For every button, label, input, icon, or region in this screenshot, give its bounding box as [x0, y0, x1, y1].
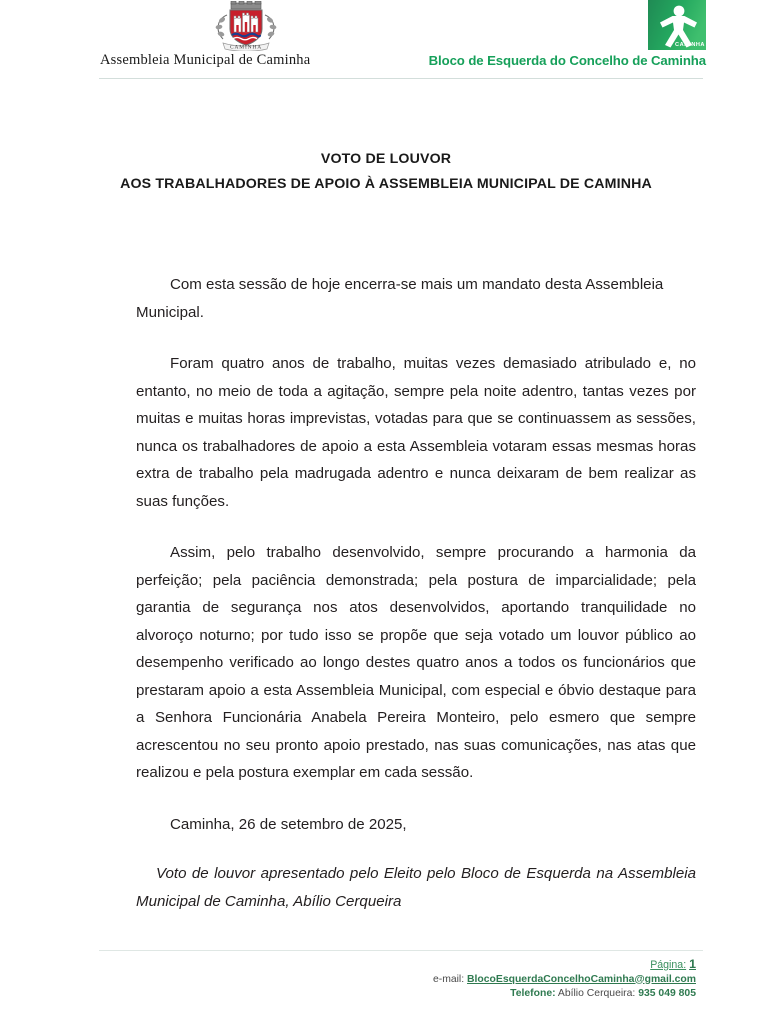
paragraph-1: Com esta sessão de hoje encerra-se mais um mandato desta Assembleia Municipal.	[136, 276, 664, 321]
paragraph-2: Foram quatro anos de trabalho, muitas vezes demasiado atribulado e, no entanto, no meio de toda a agitação, sempre pela noite adentro, tantas vezes por muitas e muitas horas imprevistas, votadas para que se continuassem as sessões, nunca os trabalhadores de apoio a esta Assembleia votaram essas mesmas horas extra de trabalho pela madrugada adentro e nunca deixaram de bem realizar as suas funções.	[136, 355, 696, 510]
page-label: Página:	[650, 959, 687, 971]
place-and-date: Caminha, 26 de setembro de 2025,	[170, 815, 407, 833]
phone-label: Telefone:	[510, 988, 556, 999]
coat-of-arms-caminha-icon	[209, 1, 283, 51]
header-right-org-name: Bloco de Esquerda do Concelho de Caminha	[428, 53, 706, 68]
phone-number: 935 049 805	[638, 988, 696, 999]
footer-phone	[433, 987, 696, 1002]
email-label: e-mail:	[432, 973, 465, 985]
title-line-2: AOS TRABALHADORES DE APOIO À ASSEMBLEIA MUNICIPAL DE CAMINHA	[120, 176, 652, 192]
header-right-block	[429, 0, 706, 68]
page-number: 1	[689, 957, 696, 971]
signature-statement: Voto de louvor apresentado pelo Eleito pelo Bloco de Esquerda na Assembleia Municipal de Caminha, Abílio Cerqueira	[136, 865, 696, 910]
footer-page-indicator	[433, 957, 696, 973]
footer-email	[433, 973, 696, 988]
header-left-block	[96, 0, 396, 69]
footer-divider	[99, 950, 703, 951]
document-title	[96, 151, 676, 192]
be-logo-caption: CAMINHA	[675, 42, 705, 48]
document-header	[0, 0, 768, 88]
paragraph-3: Assim, pelo trabalho desenvolvido, sempre procurando a harmonia da perfeição; pela paciência demonstrada; pela postura de imparcialidade; pela garantia de segurança nos atos desenvolvidos, aportando tranquilidade no alvoroço noturno; por tudo isso se propõe que seja votado um louvor público ao desempenho verificado ao longo destes quatro anos a todos os funcionários que prestaram apoio a esta Assembleia Municipal, com especial e óbvio destaque para a Senhora Funcionária Anabela Pereira Monteiro, pelo esmero que sempre acrescentou no seu pronto apoio prestado, nas suas comunicações, nas atas que realizou e pela postura exemplar em cada sessão.	[136, 544, 696, 781]
phone-contact-name: Abílio Cerqueira:	[557, 988, 636, 999]
coat-of-arms-caption: CAMINHA	[229, 44, 263, 51]
header-divider	[99, 78, 703, 79]
title-line-1: VOTO DE LOUVOR	[320, 151, 452, 167]
bloco-de-esquerda-logo-icon	[648, 0, 706, 50]
document-footer	[433, 957, 696, 1002]
header-left-org-name: Assembleia Municipal de Caminha	[100, 52, 311, 68]
document-body	[136, 271, 696, 939]
email-address[interactable]: BlocoEsquerdaConcelhoCaminha@gmail.com	[467, 973, 696, 985]
